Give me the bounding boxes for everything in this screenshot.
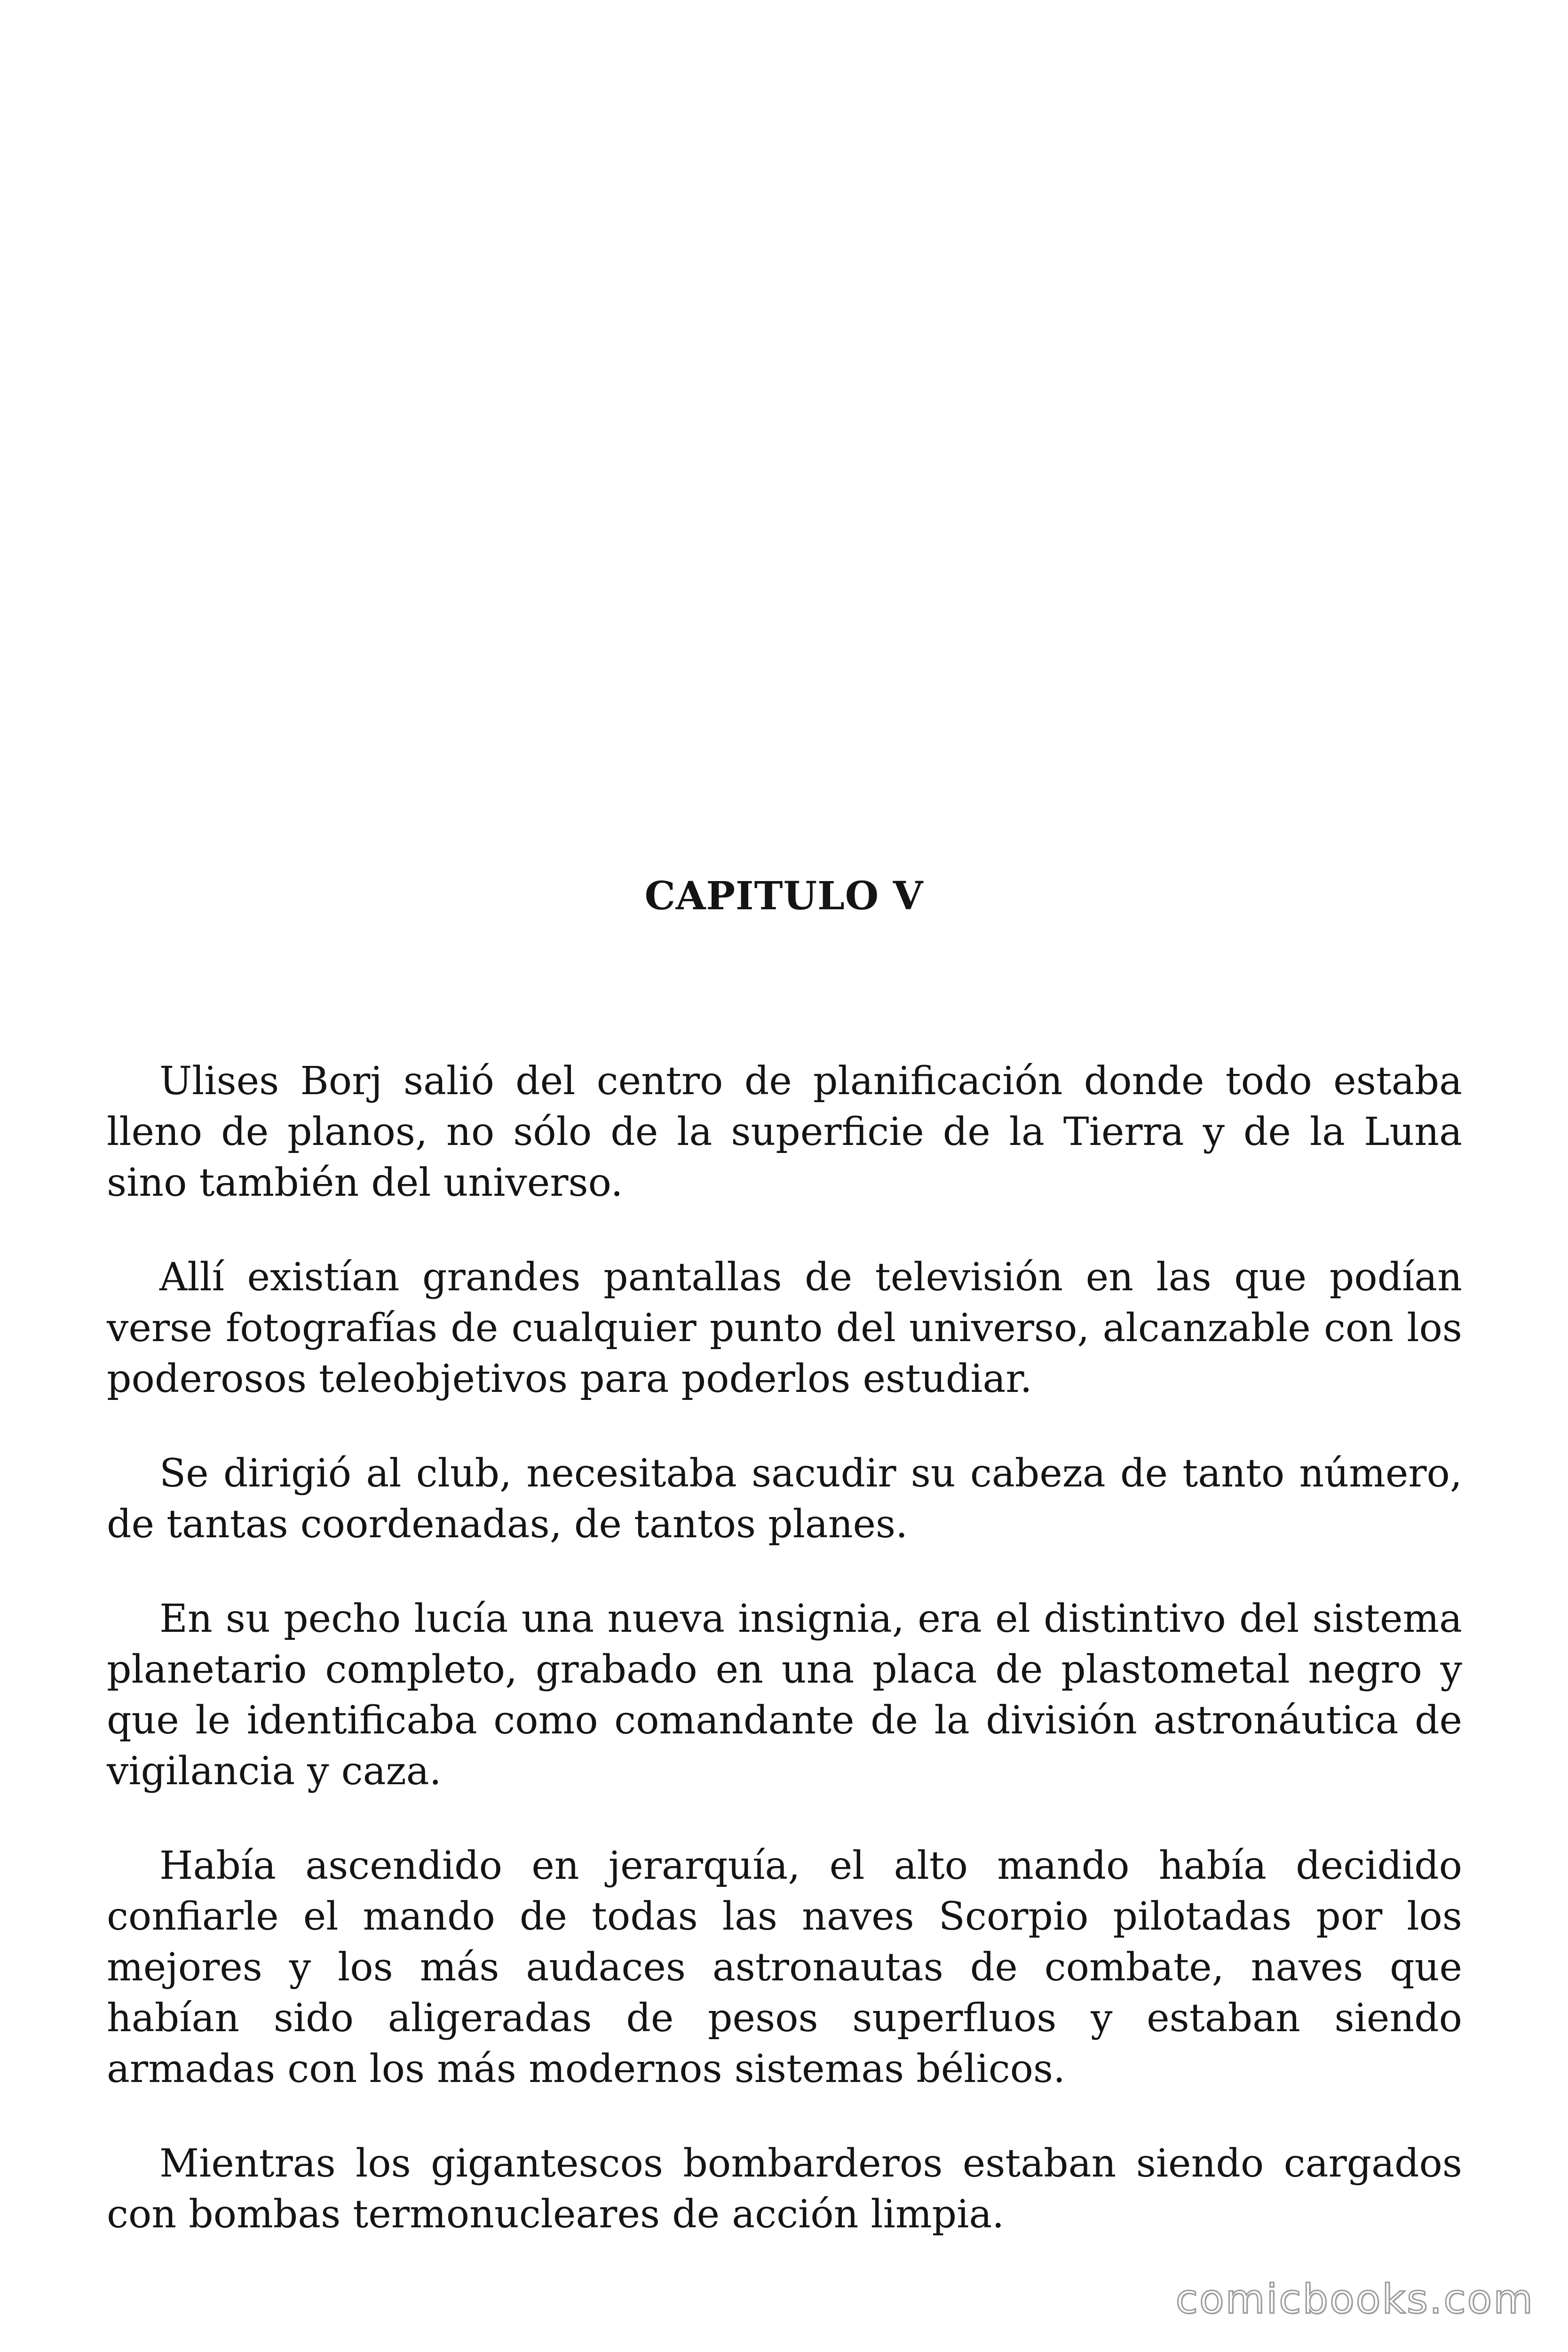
chapter-body	[107, 1056, 1462, 2284]
paragraph: Había ascendido en jerarquía, el alto mando había decidido confiarle el mando de todas las naves Scorpio pilotadas por los mejores y los más audaces astronautas de combate, naves que habían sido aligeradas de pesos superfluos y estaban siendo armadas con los más modernos sistemas bélicos.	[107, 1843, 1462, 2091]
paragraph: Allí existían grandes pantallas de televisión en las que podían verse fotografías de cualquier punto del universo, alcanzable con los poderosos teleobjetivos para poderlos estudiar.	[107, 1255, 1462, 1401]
paragraph: Se dirigió al club, necesitaba sacudir su cabeza de tanto número, de tantas coordenadas, de tantos planes.	[107, 1451, 1462, 1547]
chapter-title: CAPITULO V	[644, 874, 924, 919]
paragraph: Ulises Borj salió del centro de planificación donde todo estaba lleno de planos, no sólo de la superficie de la Tierra y de la Luna sino también del universo.	[107, 1059, 1462, 1205]
watermark: comicbooks.com	[1175, 2276, 1534, 2323]
paragraph: Mientras los gigantescos bombarderos estaban siendo cargados con bombas termonucleares de acción limpia.	[107, 2141, 1462, 2237]
paragraph: En su pecho lucía una nueva insignia, era el distintivo del sistema planetario completo, grabado en una placa de plastometal negro y que le identificaba como comandante de la división astronáutica de vigilancia y caza.	[107, 1597, 1462, 1794]
